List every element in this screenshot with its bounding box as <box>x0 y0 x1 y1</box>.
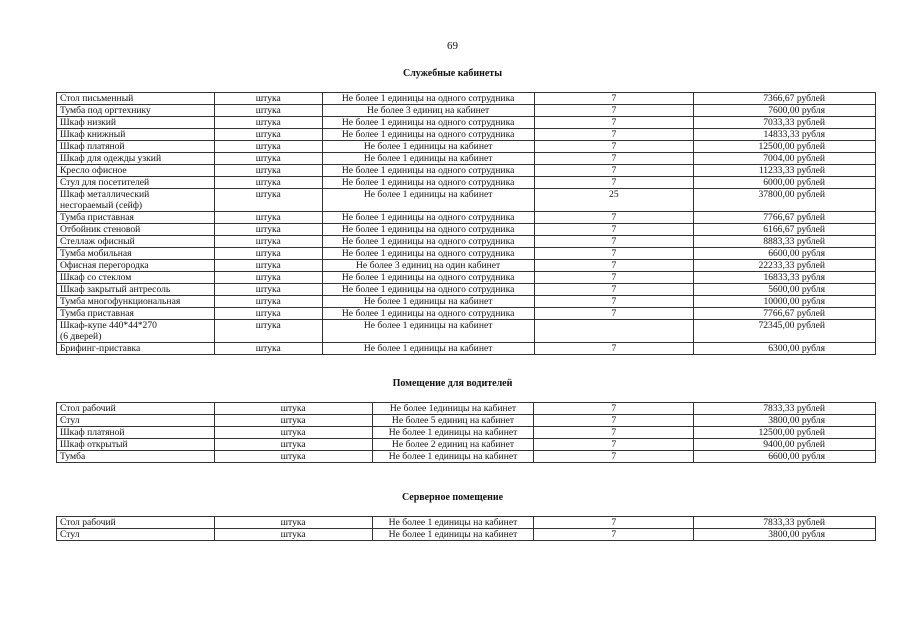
table-row <box>57 272 876 284</box>
item-name-cell: Шкаф металлический несгораемый (сейф) <box>57 189 215 212</box>
unit-cell: штука <box>214 141 322 153</box>
item-name-cell: Тумба приставная <box>57 212 215 224</box>
price-cell: 12500,00 рублей <box>694 427 876 439</box>
table-row <box>57 427 876 439</box>
price-cell: 3800,00 рубля <box>694 415 876 427</box>
unit-cell: штука <box>214 439 372 451</box>
unit-cell: штука <box>214 212 322 224</box>
service-life-cell: 7 <box>534 224 694 236</box>
unit-cell: штука <box>214 129 322 141</box>
price-cell: 6600,00 рубля <box>694 451 876 463</box>
service-life-cell: 7 <box>534 343 694 355</box>
table-row <box>57 129 876 141</box>
quantity-norm-cell: Не более 1 единицы на одного сотрудника <box>322 177 534 189</box>
unit-cell: штука <box>214 427 372 439</box>
price-cell: 9400,00 рублей <box>694 439 876 451</box>
price-cell: 7033,33 рублей <box>694 117 876 129</box>
item-name-cell: Тумба мобильная <box>57 248 215 260</box>
item-name-cell: Офисная перегородка <box>57 260 215 272</box>
price-cell: 6000,00 рублей <box>694 177 876 189</box>
table-row <box>57 93 876 105</box>
item-name-cell: Тумба <box>57 451 215 463</box>
service-life-cell: 7 <box>534 248 694 260</box>
quantity-norm-cell: Не более 3 единиц на кабинет <box>322 105 534 117</box>
quantity-norm-cell: Не более 1 единицы на одного сотрудника <box>322 224 534 236</box>
item-name-cell: Отбойник стеновой <box>57 224 215 236</box>
unit-cell: штука <box>214 272 322 284</box>
service-life-cell: 7 <box>534 177 694 189</box>
table-row <box>57 320 876 343</box>
unit-cell: штука <box>214 403 372 415</box>
item-name-cell: Тумба многофункциональная <box>57 296 215 308</box>
price-cell: 6600,00 рубля <box>694 248 876 260</box>
service-life-cell: 7 <box>534 415 694 427</box>
service-life-cell: 7 <box>534 272 694 284</box>
item-name-cell: Шкаф низкий <box>57 117 215 129</box>
table-row <box>57 105 876 117</box>
table-row <box>57 117 876 129</box>
item-name-cell: Шкаф открытый <box>57 439 215 451</box>
item-name-cell: Шкаф для одежды узкий <box>57 153 215 165</box>
quantity-norm-cell: Не более 1 единицы на кабинет <box>322 153 534 165</box>
price-cell: 16833,33 рубля <box>694 272 876 284</box>
table-row <box>57 403 876 415</box>
service-life-cell: 7 <box>534 517 694 529</box>
quantity-norm-cell: Не более 1 единицы на кабинет <box>372 451 534 463</box>
price-cell: 7600,00 рубля <box>694 105 876 117</box>
offices-table <box>56 92 876 355</box>
service-life-cell: 7 <box>534 212 694 224</box>
service-life-cell <box>534 320 694 343</box>
table-row <box>57 284 876 296</box>
quantity-norm-cell: Не более 1 единицы на кабинет <box>322 189 534 212</box>
unit-cell: штука <box>214 308 322 320</box>
quantity-norm-cell: Не более 1 единицы на одного сотрудника <box>322 284 534 296</box>
item-name-cell: Шкаф платяной <box>57 141 215 153</box>
item-name-cell: Шкаф закрытый антресоль <box>57 284 215 296</box>
section-title-offices: Служебные кабинеты <box>402 68 503 79</box>
unit-cell: штука <box>214 117 322 129</box>
table-row <box>57 153 876 165</box>
quantity-norm-cell: Не более 1 единицы на одного сотрудника <box>322 236 534 248</box>
item-name-cell: Тумба под оргтехнику <box>57 105 215 117</box>
table-row <box>57 212 876 224</box>
price-cell: 22233,33 рублей <box>694 260 876 272</box>
item-name-cell: Брифинг-приставка <box>57 343 215 355</box>
price-cell: 7766,67 рублей <box>694 212 876 224</box>
price-cell: 7833,33 рублей <box>694 403 876 415</box>
service-life-cell: 7 <box>534 153 694 165</box>
unit-cell: штука <box>214 153 322 165</box>
price-cell: 6166,67 рублей <box>694 224 876 236</box>
item-name-cell: Стул для посетителей <box>57 177 215 189</box>
unit-cell: штука <box>214 343 322 355</box>
item-name-cell: Стеллаж офисный <box>57 236 215 248</box>
service-life-cell: 7 <box>534 105 694 117</box>
quantity-norm-cell: Не более 3 единиц на один кабинет <box>322 260 534 272</box>
service-life-cell: 7 <box>534 141 694 153</box>
table-row <box>57 141 876 153</box>
quantity-norm-cell: Не более 1 единицы на одного сотрудника <box>322 129 534 141</box>
unit-cell: штука <box>214 248 322 260</box>
item-name-cell: Шкаф со стеклом <box>57 272 215 284</box>
price-cell: 5600,00 рубля <box>694 284 876 296</box>
price-cell: 72345,00 рублей <box>694 320 876 343</box>
quantity-norm-cell: Не более 1 единицы на одного сотрудника <box>322 308 534 320</box>
quantity-norm-cell: Не более 1 единицы на одного сотрудника <box>322 117 534 129</box>
table-row <box>57 343 876 355</box>
item-name-cell: Стол рабочий <box>57 517 215 529</box>
item-name-cell: Шкаф платяной <box>57 427 215 439</box>
price-cell: 7366,67 рублей <box>694 93 876 105</box>
table-row <box>57 177 876 189</box>
item-name-cell: Шкаф-купе 440*44*270 (6 дверей) <box>57 320 215 343</box>
service-life-cell: 7 <box>534 529 694 541</box>
service-life-cell: 7 <box>534 308 694 320</box>
price-cell: 7004,00 рублей <box>694 153 876 165</box>
service-life-cell: 7 <box>534 403 694 415</box>
quantity-norm-cell: Не более 1 единицы на одного сотрудника <box>322 248 534 260</box>
unit-cell: штука <box>214 296 322 308</box>
service-life-cell: 7 <box>534 236 694 248</box>
quantity-norm-cell: Не более 1 единицы на кабинет <box>372 427 534 439</box>
unit-cell: штука <box>214 236 322 248</box>
page-number: 69 <box>447 40 458 52</box>
table-row <box>57 517 876 529</box>
unit-cell: штука <box>214 415 372 427</box>
table-row <box>57 296 876 308</box>
unit-cell: штука <box>214 165 322 177</box>
unit-cell: штука <box>214 517 372 529</box>
item-name-cell: Стул <box>57 529 215 541</box>
quantity-norm-cell: Не более 2 единиц на кабинет <box>372 439 534 451</box>
unit-cell: штука <box>214 529 372 541</box>
service-life-cell: 7 <box>534 284 694 296</box>
item-name-cell: Кресло офисное <box>57 165 215 177</box>
service-life-cell: 7 <box>534 117 694 129</box>
unit-cell: штука <box>214 320 322 343</box>
quantity-norm-cell: Не более 1 единицы на одного сотрудника <box>322 93 534 105</box>
price-cell: 37800,00 рублей <box>694 189 876 212</box>
table-row <box>57 248 876 260</box>
quantity-norm-cell: Не более 1единицы на кабинет <box>372 403 534 415</box>
unit-cell: штука <box>214 105 322 117</box>
item-name-cell: Тумба приставная <box>57 308 215 320</box>
price-cell: 7766,67 рублей <box>694 308 876 320</box>
quantity-norm-cell: Не более 1 единицы на одного сотрудника <box>322 272 534 284</box>
service-life-cell: 7 <box>534 296 694 308</box>
quantity-norm-cell: Не более 1 единицы на кабинет <box>372 529 534 541</box>
table-row <box>57 415 876 427</box>
table-row <box>57 439 876 451</box>
service-life-cell: 7 <box>534 439 694 451</box>
table-row <box>57 308 876 320</box>
server-room-table <box>56 516 876 541</box>
unit-cell: штука <box>214 451 372 463</box>
quantity-norm-cell: Не более 1 единицы на кабинет <box>322 343 534 355</box>
service-life-cell: 7 <box>534 260 694 272</box>
service-life-cell: 7 <box>534 93 694 105</box>
item-name-cell: Шкаф книжный <box>57 129 215 141</box>
table-row <box>57 260 876 272</box>
price-cell: 8883,33 рублей <box>694 236 876 248</box>
quantity-norm-cell: Не более 1 единицы на одного сотрудника <box>322 165 534 177</box>
table-row <box>57 224 876 236</box>
service-life-cell: 7 <box>534 427 694 439</box>
section-title-server-room: Серверное помещение <box>401 492 504 503</box>
quantity-norm-cell: Не более 1 единицы на кабинет <box>322 141 534 153</box>
table-row <box>57 189 876 212</box>
service-life-cell: 7 <box>534 165 694 177</box>
quantity-norm-cell: Не более 1 единицы на одного сотрудника <box>322 212 534 224</box>
section-title-drivers-room: Помещение для водителей <box>392 378 513 389</box>
price-cell: 7833,33 рублей <box>694 517 876 529</box>
unit-cell: штука <box>214 284 322 296</box>
unit-cell: штука <box>214 224 322 236</box>
item-name-cell: Стул <box>57 415 215 427</box>
unit-cell: штука <box>214 260 322 272</box>
price-cell: 14833,33 рубля <box>694 129 876 141</box>
price-cell: 6300,00 рубля <box>694 343 876 355</box>
table-row <box>57 451 876 463</box>
quantity-norm-cell: Не более 1 единицы на кабинет <box>322 296 534 308</box>
table-row <box>57 236 876 248</box>
table-row <box>57 165 876 177</box>
price-cell: 11233,33 рублей <box>694 165 876 177</box>
service-life-cell: 7 <box>534 451 694 463</box>
table-row <box>57 529 876 541</box>
unit-cell: штука <box>214 93 322 105</box>
quantity-norm-cell: Не более 5 единиц на кабинет <box>372 415 534 427</box>
item-name-cell: Стол письменный <box>57 93 215 105</box>
price-cell: 3800,00 рубля <box>694 529 876 541</box>
service-life-cell: 25 <box>534 189 694 212</box>
service-life-cell: 7 <box>534 129 694 141</box>
quantity-norm-cell: Не более 1 единицы на кабинет <box>372 517 534 529</box>
quantity-norm-cell: Не более 1 единицы на кабинет <box>322 320 534 343</box>
price-cell: 12500,00 рублей <box>694 141 876 153</box>
drivers-room-table <box>56 402 876 463</box>
unit-cell: штука <box>214 177 322 189</box>
price-cell: 10000,00 рубля <box>694 296 876 308</box>
unit-cell: штука <box>214 189 322 212</box>
item-name-cell: Стол рабочий <box>57 403 215 415</box>
